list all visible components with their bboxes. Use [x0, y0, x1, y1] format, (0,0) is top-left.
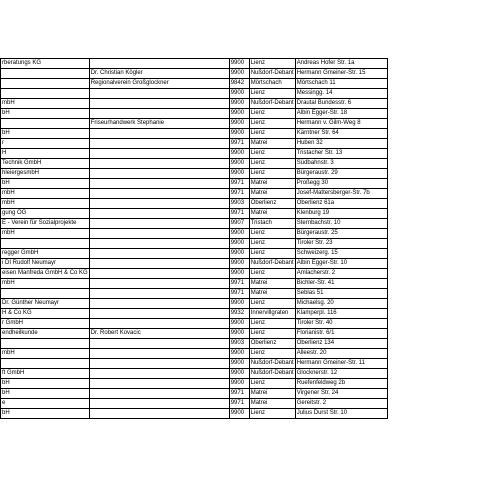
cell-street[interactable]: Hermann Gmeiner-Str. 11 — [295, 359, 387, 369]
cell-company-name[interactable]: Technik GmbH — [1, 159, 90, 169]
cell-contact[interactable] — [89, 179, 229, 189]
cell-street[interactable]: Glocknerstr. 12 — [295, 369, 387, 379]
cell-town[interactable]: Lienz — [249, 249, 295, 259]
table-body — [1, 59, 388, 419]
cell-town[interactable]: Lienz — [249, 59, 295, 69]
cell-contact[interactable] — [89, 379, 229, 389]
cell-postal-code[interactable]: 9900 — [229, 229, 249, 239]
cell-town[interactable]: Lienz — [249, 149, 295, 159]
cell-company-name[interactable]: mbH — [1, 349, 90, 359]
cell-company-name[interactable]: mbH — [1, 99, 90, 109]
cell-company-name[interactable]: bH — [1, 179, 90, 189]
cell-company-name[interactable]: gung OG — [1, 209, 90, 219]
cell-contact[interactable] — [89, 229, 229, 239]
cell-company-name[interactable]: bH — [1, 389, 90, 399]
cell-company-name[interactable] — [1, 339, 90, 349]
cell-street[interactable]: Kärntner Str. 64 — [295, 129, 387, 139]
cell-postal-code[interactable]: 9900 — [229, 99, 249, 109]
cell-town[interactable]: Nußdorf-Debant — [249, 69, 295, 79]
table-row — [1, 389, 388, 399]
cell-contact[interactable] — [89, 109, 229, 119]
cell-town[interactable]: Lienz — [249, 349, 295, 359]
table-row — [1, 349, 388, 359]
cell-company-name[interactable]: r GmbH — [1, 319, 90, 329]
cell-street[interactable]: Sternbachstr. 10 — [295, 219, 387, 229]
cell-street[interactable]: Bürgeraustr. 29 — [295, 169, 387, 179]
cell-contact[interactable] — [89, 139, 229, 149]
table-row — [1, 269, 388, 279]
cell-postal-code[interactable]: 9900 — [229, 59, 249, 69]
cell-street[interactable]: Josef-Mattersberger-Str. 7b — [295, 189, 387, 199]
cell-town[interactable]: Lienz — [249, 159, 295, 169]
cell-town[interactable]: Tristach — [249, 219, 295, 229]
cell-contact[interactable] — [89, 149, 229, 159]
cell-postal-code[interactable]: 9900 — [229, 299, 249, 309]
cell-postal-code[interactable]: 9900 — [229, 239, 249, 249]
cell-town[interactable]: Innervillgraten — [249, 309, 295, 319]
cell-town[interactable]: Lienz — [249, 379, 295, 389]
cell-contact[interactable] — [89, 309, 229, 319]
cell-postal-code[interactable]: 9900 — [229, 69, 249, 79]
cell-postal-code[interactable]: 9971 — [229, 389, 249, 399]
cell-town[interactable]: Lienz — [249, 239, 295, 249]
cell-company-name[interactable] — [1, 79, 90, 89]
cell-street[interactable]: Hermann Gmeiner-Str. 15 — [295, 69, 387, 79]
cell-street[interactable]: Proßegg 30 — [295, 179, 387, 189]
cell-contact[interactable] — [89, 219, 229, 229]
cell-town[interactable]: Matrei — [249, 389, 295, 399]
cell-street[interactable]: Tiroler Str. 23 — [295, 239, 387, 249]
address-table — [0, 58, 388, 419]
cell-company-name[interactable]: bH — [1, 379, 90, 389]
table-row — [1, 79, 388, 89]
cell-company-name[interactable]: mbH — [1, 229, 90, 239]
table-row — [1, 399, 388, 409]
cell-street[interactable]: Michaelsg. 20 — [295, 299, 387, 309]
table-row — [1, 359, 388, 369]
cell-contact[interactable] — [89, 289, 229, 299]
cell-postal-code[interactable]: 9900 — [229, 109, 249, 119]
cell-contact[interactable]: Regionalverein Großglockner — [89, 79, 229, 89]
table-row — [1, 259, 388, 269]
cell-postal-code[interactable]: 9900 — [229, 369, 249, 379]
cell-contact[interactable] — [89, 249, 229, 259]
table-row — [1, 139, 388, 149]
cell-contact[interactable] — [89, 129, 229, 139]
cell-company-name[interactable]: mbH — [1, 189, 90, 199]
cell-town[interactable]: Lienz — [249, 229, 295, 239]
cell-postal-code[interactable]: 9900 — [229, 249, 249, 259]
table-row — [1, 179, 388, 189]
cell-postal-code[interactable]: 9900 — [229, 129, 249, 139]
cell-postal-code[interactable]: 9900 — [229, 119, 249, 129]
cell-postal-code[interactable]: 9971 — [229, 189, 249, 199]
cell-street[interactable]: Tristacher Str. 13 — [295, 149, 387, 159]
cell-street[interactable]: Andreas Hofer Str. 1a — [295, 59, 387, 69]
cell-town[interactable]: Oberlienz — [249, 339, 295, 349]
cell-company-name[interactable] — [1, 69, 90, 79]
cell-company-name[interactable]: regger GmbH — [1, 249, 90, 259]
table-row — [1, 189, 388, 199]
cell-postal-code[interactable]: 9900 — [229, 149, 249, 159]
cell-postal-code[interactable]: 9903 — [229, 199, 249, 209]
cell-contact[interactable] — [89, 239, 229, 249]
cell-company-name[interactable]: r — [1, 139, 90, 149]
cell-postal-code[interactable]: 9842 — [229, 79, 249, 89]
cell-contact[interactable] — [89, 349, 229, 359]
cell-town[interactable]: Lienz — [249, 129, 295, 139]
cell-street[interactable]: Hermann v. Gilm-Weg 8 — [295, 119, 387, 129]
cell-town[interactable]: Nußdorf-Debant — [249, 259, 295, 269]
cell-postal-code[interactable]: 9900 — [229, 159, 249, 169]
cell-postal-code[interactable]: 9900 — [229, 359, 249, 369]
cell-contact[interactable] — [89, 89, 229, 99]
cell-contact[interactable] — [89, 369, 229, 379]
cell-company-name[interactable]: bH — [1, 409, 90, 419]
cell-town[interactable]: Matrei — [249, 139, 295, 149]
table-row — [1, 169, 388, 179]
cell-town[interactable]: Matrei — [249, 179, 295, 189]
cell-company-name[interactable]: eisen Manfreda GmbH & Co KG — [1, 269, 90, 279]
cell-street[interactable]: Albin Egger-Str. 18 — [295, 109, 387, 119]
cell-contact[interactable]: Friseurhandwerk Stephanie — [89, 119, 229, 129]
cell-contact[interactable] — [89, 59, 229, 69]
cell-street[interactable]: Oberlienz 61a — [295, 199, 387, 209]
cell-postal-code[interactable]: 9900 — [229, 349, 249, 359]
cell-postal-code[interactable]: 9900 — [229, 379, 249, 389]
cell-postal-code[interactable]: 9900 — [229, 89, 249, 99]
cell-postal-code[interactable]: 9971 — [229, 179, 249, 189]
cell-street[interactable]: Oberlienz 134 — [295, 339, 387, 349]
cell-town[interactable]: Lienz — [249, 319, 295, 329]
cell-company-name[interactable] — [1, 239, 90, 249]
cell-contact[interactable]: Dr. Christian Kögler — [89, 69, 229, 79]
table-row — [1, 219, 388, 229]
cell-street[interactable]: Huben 32 — [295, 139, 387, 149]
cell-company-name[interactable] — [1, 359, 90, 369]
cell-contact[interactable] — [89, 359, 229, 369]
cell-town[interactable]: Matrei — [249, 279, 295, 289]
table-row — [1, 159, 388, 169]
cell-town[interactable]: Lienz — [249, 269, 295, 279]
table-row — [1, 319, 388, 329]
cell-contact[interactable] — [89, 159, 229, 169]
cell-postal-code[interactable]: 9971 — [229, 279, 249, 289]
cell-street[interactable]: Ruefenfeldweg 2b — [295, 379, 387, 389]
cell-town[interactable]: Lienz — [249, 109, 295, 119]
cell-postal-code[interactable]: 9971 — [229, 289, 249, 299]
cell-company-name[interactable]: H — [1, 149, 90, 159]
cell-postal-code[interactable]: 9900 — [229, 169, 249, 179]
table-row — [1, 229, 388, 239]
cell-street[interactable]: Südbahnstr. 3 — [295, 159, 387, 169]
cell-company-name[interactable]: e — [1, 399, 90, 409]
table-row — [1, 109, 388, 119]
cell-contact[interactable] — [89, 409, 229, 419]
cell-street[interactable]: Messingg. 14 — [295, 89, 387, 99]
table-row — [1, 209, 388, 219]
cell-postal-code[interactable]: 9971 — [229, 209, 249, 219]
cell-company-name[interactable]: mbH — [1, 199, 90, 209]
cell-company-name[interactable]: ft GmbH — [1, 369, 90, 379]
cell-street[interactable]: Schweizerg. 15 — [295, 249, 387, 259]
cell-postal-code[interactable]: 9900 — [229, 259, 249, 269]
cell-postal-code[interactable]: 9900 — [229, 329, 249, 339]
table-row — [1, 289, 388, 299]
cell-company-name[interactable] — [1, 89, 90, 99]
cell-town[interactable]: Nußdorf-Debant — [249, 359, 295, 369]
cell-company-name[interactable]: endheilkunde — [1, 329, 90, 339]
cell-town[interactable]: Lienz — [249, 329, 295, 339]
cell-company-name[interactable]: bH — [1, 109, 90, 119]
cell-street[interactable]: Bürgeraustr. 25 — [295, 229, 387, 239]
table-row — [1, 129, 388, 139]
cell-postal-code[interactable]: 9932 — [229, 309, 249, 319]
cell-town[interactable]: Matrei — [249, 209, 295, 219]
table-row — [1, 299, 388, 309]
cell-company-name[interactable]: H & Co KG — [1, 309, 90, 319]
cell-town[interactable]: Lienz — [249, 89, 295, 99]
cell-company-name[interactable]: mbH — [1, 279, 90, 289]
cell-company-name[interactable] — [1, 289, 90, 299]
cell-contact[interactable]: Dr. Robert Kovacic — [89, 329, 229, 339]
table-row — [1, 59, 388, 69]
table-row — [1, 149, 388, 159]
cell-company-name[interactable] — [1, 119, 90, 129]
cell-company-name[interactable]: Dr. Günther Neumayr — [1, 299, 90, 309]
cell-contact[interactable] — [89, 189, 229, 199]
cell-town[interactable]: Nußdorf-Debant — [249, 99, 295, 109]
cell-contact[interactable] — [89, 169, 229, 179]
table-row — [1, 409, 388, 419]
cell-contact[interactable] — [89, 339, 229, 349]
cell-street[interactable]: Drautal Bundesstr. 6 — [295, 99, 387, 109]
cell-postal-code[interactable]: 9900 — [229, 269, 249, 279]
cell-contact[interactable] — [89, 319, 229, 329]
table-row — [1, 309, 388, 319]
table-row — [1, 239, 388, 249]
table-row — [1, 279, 388, 289]
cell-street[interactable]: Seblas 51 — [295, 289, 387, 299]
table-row — [1, 199, 388, 209]
table-row — [1, 119, 388, 129]
cell-town[interactable]: Matrei — [249, 399, 295, 409]
cell-company-name[interactable]: E - Verein für Sozialprojekte — [1, 219, 90, 229]
cell-contact[interactable] — [89, 199, 229, 209]
table-row — [1, 249, 388, 259]
table-row — [1, 89, 388, 99]
table-row — [1, 369, 388, 379]
cell-contact[interactable] — [89, 269, 229, 279]
cell-contact[interactable] — [89, 399, 229, 409]
cell-town[interactable]: Lienz — [249, 119, 295, 129]
cell-company-name[interactable]: hleiergesmbH — [1, 169, 90, 179]
cell-street[interactable]: Amlacherstr. 2 — [295, 269, 387, 279]
cell-street[interactable]: Julius Durst Str. 10 — [295, 409, 387, 419]
table-row — [1, 329, 388, 339]
cell-contact[interactable] — [89, 99, 229, 109]
cell-street[interactable]: Florianistr. 6/1 — [295, 329, 387, 339]
table-row — [1, 379, 388, 389]
cell-town[interactable]: Matrei — [249, 189, 295, 199]
table-row — [1, 69, 388, 79]
cell-postal-code[interactable]: 9971 — [229, 139, 249, 149]
cell-town[interactable]: Lienz — [249, 299, 295, 309]
cell-town[interactable]: Oberlienz — [249, 199, 295, 209]
cell-company-name[interactable]: rberatungs KG — [1, 59, 90, 69]
table-row — [1, 99, 388, 109]
cell-town[interactable]: Matrei — [249, 289, 295, 299]
cell-town[interactable]: Mörtschach — [249, 79, 295, 89]
cell-postal-code[interactable]: 9907 — [229, 219, 249, 229]
cell-street[interactable]: Alleestr. 20 — [295, 349, 387, 359]
cell-street[interactable]: Klamperpl. 116 — [295, 309, 387, 319]
cell-postal-code[interactable]: 9903 — [229, 339, 249, 349]
cell-street[interactable]: Gereitstr. 2 — [295, 399, 387, 409]
cell-street[interactable]: Mörtschach 11 — [295, 79, 387, 89]
cell-street[interactable]: Tiroler Str. 40 — [295, 319, 387, 329]
cell-postal-code[interactable]: 9900 — [229, 319, 249, 329]
cell-postal-code[interactable]: 9971 — [229, 399, 249, 409]
cell-town[interactable]: Lienz — [249, 409, 295, 419]
cell-town[interactable]: Nußdorf-Debant — [249, 369, 295, 379]
cell-street[interactable]: Bichler-Str. 41 — [295, 279, 387, 289]
cell-town[interactable]: Lienz — [249, 169, 295, 179]
cell-street[interactable]: Klenburg 19 — [295, 209, 387, 219]
cell-contact[interactable] — [89, 259, 229, 269]
cell-street[interactable]: Virgener Str. 24 — [295, 389, 387, 399]
table-row — [1, 339, 388, 349]
cell-company-name[interactable]: i DI Rudolf Neumayr — [1, 259, 90, 269]
cell-postal-code[interactable]: 9900 — [229, 409, 249, 419]
cell-contact[interactable] — [89, 299, 229, 309]
cell-contact[interactable] — [89, 279, 229, 289]
cell-company-name[interactable]: bH — [1, 129, 90, 139]
cell-street[interactable]: Albin Egger-Str. 10 — [295, 259, 387, 269]
cell-contact[interactable] — [89, 389, 229, 399]
cell-contact[interactable] — [89, 209, 229, 219]
